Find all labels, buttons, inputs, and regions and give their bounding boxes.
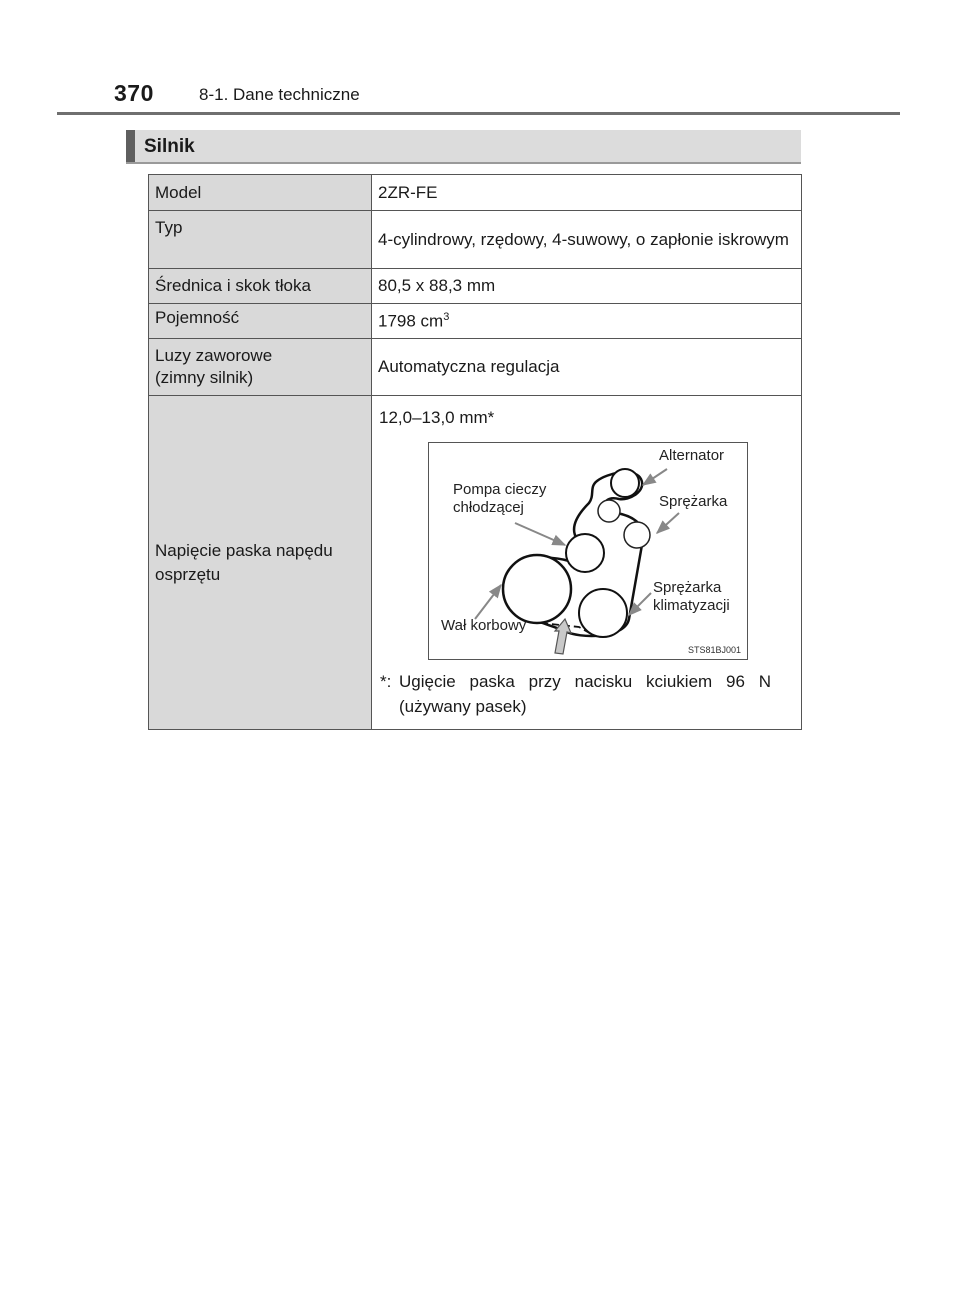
row-label <box>149 339 372 396</box>
crankshaft-pulley <box>503 555 571 623</box>
row-label-line: Napięcie paska napędu <box>155 540 333 560</box>
table-row <box>149 339 802 396</box>
row-label-line: osprzętu <box>155 564 221 584</box>
row-label: Model <box>149 175 372 211</box>
row-value <box>372 304 802 339</box>
figure-code: STS81BJ001 <box>687 645 741 655</box>
row-label: Pojemność <box>149 304 372 339</box>
section-reference: 8-1. Dane techniczne <box>199 85 360 104</box>
displacement-value: 1798 cm <box>378 311 444 331</box>
table-row <box>149 175 802 211</box>
label-crankshaft: Wał korbowy <box>441 617 527 634</box>
belt-deflection-value: 12,0–13,0 mm* <box>379 408 495 427</box>
leader-crankshaft <box>475 585 501 619</box>
section-heading-bar <box>126 130 801 164</box>
row-value: 2ZR-FE <box>372 175 802 211</box>
table-row <box>149 269 802 304</box>
section-title: Silnik <box>144 136 195 157</box>
alternator-pulley <box>611 469 639 497</box>
ac-compressor-pulley <box>579 589 627 637</box>
row-label: Typ <box>149 211 372 269</box>
header-divider <box>57 112 900 115</box>
table-row <box>149 304 802 339</box>
footnote-mark: *: <box>380 672 392 691</box>
label-alternator: Alternator <box>659 447 725 464</box>
row-value: Automatyczna regulacja <box>372 339 802 396</box>
engine-spec-table <box>148 174 802 730</box>
label-pump-line1: Pompa cieczy <box>453 481 547 498</box>
row-value: 80,5 x 88,3 mm <box>372 269 802 304</box>
water-pump-pulley <box>566 534 604 572</box>
row-label <box>149 396 372 730</box>
belt-tension-cell <box>378 396 795 729</box>
footnote-line: (używany pasek) <box>399 697 527 716</box>
footnote-line: Ugięcie paska przy nacisku kciukiem 96 N <box>399 672 771 691</box>
row-label-line: (zimny silnik) <box>155 368 254 387</box>
label-pump-line2: chłodzącej <box>453 499 524 516</box>
row-value <box>372 396 802 730</box>
label-compressor: Sprężarka <box>659 493 728 510</box>
leader-pump <box>515 523 565 545</box>
leader-alternator <box>643 469 667 485</box>
belt-routing-diagram <box>428 442 748 660</box>
row-label-line: Luzy zaworowe <box>155 346 273 365</box>
page-number: 370 <box>114 80 154 106</box>
footnote <box>379 669 771 719</box>
row-value: 4-cylindrowy, rzędowy, 4-suwowy, o zapłonie iskrowym <box>372 211 802 269</box>
label-ac-line1: Sprężarka <box>653 579 722 596</box>
table-row <box>149 396 802 730</box>
idler-pulley <box>624 522 650 548</box>
label-ac-line2: klimatyzacji <box>653 597 730 614</box>
leader-compressor <box>657 513 679 533</box>
row-label: Średnica i skok tłoka <box>149 269 372 304</box>
displacement-unit-exponent: 3 <box>443 310 450 323</box>
compressor-pulley <box>598 500 620 522</box>
table-row <box>149 211 802 269</box>
